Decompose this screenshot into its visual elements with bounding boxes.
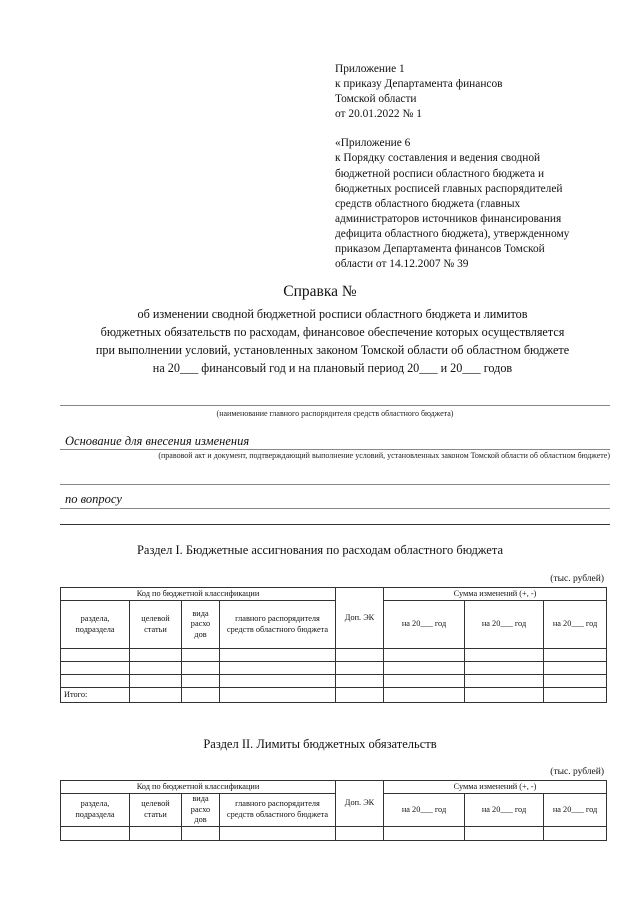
appendix6-line: администраторов источников финансирования xyxy=(335,212,562,225)
appendix6-line: «Приложение 6 xyxy=(335,137,411,150)
appendix1-line: от 20.01.2022 № 1 xyxy=(335,108,422,121)
subtitle-line: при выполнении условий, установленных законом Томской области об областном бюджете xyxy=(95,343,570,357)
col-target: целевой статьи xyxy=(130,794,182,827)
table-cell[interactable] xyxy=(384,675,465,688)
table-cell[interactable] xyxy=(544,688,607,703)
table-row xyxy=(61,662,607,675)
table-row xyxy=(61,649,607,662)
appendix6-line: средств областного бюджета (главных xyxy=(335,197,521,210)
table-cell[interactable] xyxy=(384,662,465,675)
section2-table xyxy=(60,780,607,841)
table-cell[interactable] xyxy=(465,649,544,662)
question-line-2 xyxy=(60,524,610,525)
table-cell[interactable] xyxy=(220,675,336,688)
code-header: Код по бюджетной классификации xyxy=(61,588,336,601)
col-year3: на 20___ год xyxy=(544,794,607,827)
table-cell[interactable] xyxy=(61,675,130,688)
table-cell[interactable] xyxy=(465,675,544,688)
basis-label: Основание для внесения изменения xyxy=(65,434,250,448)
table-cell[interactable] xyxy=(220,826,336,840)
col-ek: Доп. ЭК xyxy=(336,781,384,827)
table-cell[interactable] xyxy=(544,826,607,840)
col-section: раздела, подраздела xyxy=(61,794,130,827)
table-cell[interactable] xyxy=(130,826,182,840)
question-line xyxy=(60,508,610,509)
col-manager: главного распорядителя средств областного бюджета xyxy=(220,601,336,649)
table-cell[interactable] xyxy=(220,688,336,703)
col-section: раздела, подраздела xyxy=(61,601,130,649)
table-cell[interactable] xyxy=(465,688,544,703)
appendix6-line: области от 14.12.2007 № 39 xyxy=(335,258,469,271)
table-cell[interactable] xyxy=(182,662,220,675)
col-year2: на 20___ год xyxy=(465,601,544,649)
table-cell[interactable] xyxy=(182,649,220,662)
table-cell[interactable] xyxy=(544,675,607,688)
section2-units: (тыс. рублей) xyxy=(550,767,604,777)
appendix1-line: Приложение 1 xyxy=(335,63,405,75)
col-year1: на 20___ год xyxy=(384,601,465,649)
col-target: целевой статьи xyxy=(130,601,182,649)
table-cell[interactable] xyxy=(465,826,544,840)
question-label: по вопросу xyxy=(65,492,122,506)
table-cell[interactable] xyxy=(384,649,465,662)
section1-table xyxy=(60,587,607,703)
appendix1-line: Томской области xyxy=(335,93,417,106)
appendix-block xyxy=(335,62,615,272)
table-cell[interactable] xyxy=(336,662,384,675)
subtitle-line: на 20___ финансовый год и на плановый период 20___ и 20___ годов xyxy=(152,361,513,375)
basis-line xyxy=(60,449,610,450)
document-title: Справка № xyxy=(283,283,357,300)
section1-units: (тыс. рублей) xyxy=(550,574,604,584)
table-cell[interactable] xyxy=(336,826,384,840)
code-header: Код по бюджетной классификации xyxy=(61,781,336,794)
col-type: вида расхо дов xyxy=(182,794,220,827)
spacer xyxy=(335,122,615,136)
subtitle-line: бюджетных обязательств по расходам, финансовое обеспечение которых осуществляется xyxy=(100,325,565,339)
table-row xyxy=(61,826,607,840)
appendix6-line: дефицита областного бюджета), утвержденному xyxy=(335,227,570,240)
col-ek: Доп. ЭК xyxy=(336,588,384,649)
appendix6-line: бюджетной росписи областного бюджета и xyxy=(335,167,545,180)
table-cell[interactable] xyxy=(220,649,336,662)
table-cell[interactable] xyxy=(130,649,182,662)
basis-line-2 xyxy=(60,484,610,485)
section2-title: Раздел II. Лимиты бюджетных обязательств xyxy=(203,737,437,751)
table-row xyxy=(61,675,607,688)
col-type: вида расхо дов xyxy=(182,601,220,649)
table-cell[interactable] xyxy=(544,649,607,662)
table-cell[interactable] xyxy=(182,675,220,688)
table-cell[interactable] xyxy=(336,675,384,688)
table-cell[interactable] xyxy=(544,662,607,675)
appendix6-line: к Порядку составления и ведения сводной xyxy=(335,152,541,165)
table-cell[interactable] xyxy=(182,826,220,840)
table-cell[interactable] xyxy=(336,688,384,703)
section1-title: Раздел I. Бюджетные ассигнования по расходам областного бюджета xyxy=(136,543,503,557)
col-year3: на 20___ год xyxy=(544,601,607,649)
table-cell[interactable] xyxy=(61,662,130,675)
sum-header: Сумма изменений (+, -) xyxy=(384,781,607,794)
table-cell[interactable] xyxy=(130,662,182,675)
table-cell[interactable] xyxy=(130,688,182,703)
table-cell[interactable] xyxy=(130,675,182,688)
manager-line xyxy=(60,405,610,406)
table-cell[interactable] xyxy=(465,662,544,675)
total-row xyxy=(61,688,607,703)
sum-header: Сумма изменений (+, -) xyxy=(384,588,607,601)
table-cell[interactable] xyxy=(182,688,220,703)
col-year1: на 20___ год xyxy=(384,794,465,827)
table-cell[interactable] xyxy=(384,688,465,703)
manager-note: (наименование главного распорядителя средств областного бюджета) xyxy=(216,409,454,418)
col-year2: на 20___ год xyxy=(465,794,544,827)
basis-note: (правовой акт и документ, подтверждающий выполнение условий, установленных законом Томской области об областном бюджете) xyxy=(158,451,610,460)
table-cell[interactable] xyxy=(220,662,336,675)
col-manager: главного распорядителя средств областного бюджета xyxy=(220,794,336,827)
appendix6-line: бюджетных росписей главных распорядителей xyxy=(335,182,563,195)
table-cell[interactable] xyxy=(61,649,130,662)
total-label: Итого: xyxy=(61,688,130,703)
document-subtitle xyxy=(60,305,605,377)
table-cell[interactable] xyxy=(336,649,384,662)
table-cell[interactable] xyxy=(61,826,130,840)
table-cell[interactable] xyxy=(384,826,465,840)
subtitle-line: об изменении сводной бюджетной росписи областного бюджета и лимитов xyxy=(137,307,528,321)
appendix1-line: к приказу Департамента финансов xyxy=(335,78,503,91)
appendix6-line: приказом Департамента финансов Томской xyxy=(335,243,545,256)
